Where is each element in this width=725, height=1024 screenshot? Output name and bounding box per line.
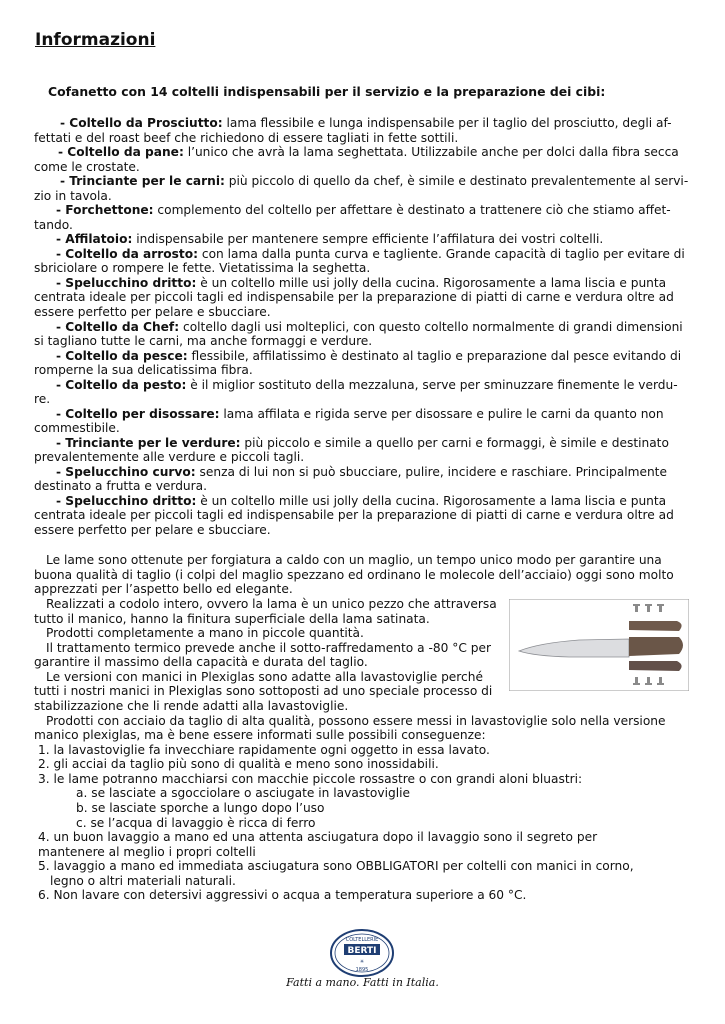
text-line xyxy=(38,772,582,787)
item-name: - Coltello da Chef: xyxy=(56,320,180,334)
text-line xyxy=(76,816,315,831)
item-name: - Coltello da arrosto: xyxy=(56,247,198,261)
item-text: più piccolo e simile a quello per carni e formaggi, è simile e destinato xyxy=(240,436,669,450)
text-line xyxy=(58,145,679,160)
item-name: - Coltello da pesce: xyxy=(56,349,188,363)
item-text: flessibile, affilatissimo è destinato al taglio e preparazione dal pesce evitando di xyxy=(187,349,682,363)
text-line xyxy=(60,116,672,131)
knife-figure xyxy=(509,599,689,691)
text-line xyxy=(34,160,140,175)
item-text: destinato a frutta e verdura. xyxy=(34,479,208,493)
item-text: l’unico che avrà la lama seghettata. Utilizzabile anche per dolci dalla fibra secca xyxy=(183,145,679,159)
item-text: 6. Non lavare con detersivi aggressivi o acqua a temperatura superiore a 60 °C. xyxy=(38,888,527,902)
text-line xyxy=(56,407,664,422)
text-line xyxy=(46,641,491,656)
text-line xyxy=(56,203,671,218)
text-line xyxy=(34,684,492,699)
item-text: è il miglior sostituto della mezzaluna, serve per sminuzzare finemente le verdu- xyxy=(186,378,678,392)
text-line xyxy=(56,276,666,291)
text-line xyxy=(50,874,236,889)
text-line xyxy=(34,479,207,494)
item-text: è un coltello mille usi jolly della cucina. Rigorosamente a lama liscia e punta xyxy=(196,494,667,508)
text-line xyxy=(34,218,73,233)
item-text: mantenere al meglio i propri coltelli xyxy=(38,845,256,859)
item-text: 1. la lavastoviglie fa invecchiare rapidamente ogni oggetto in essa lavato. xyxy=(38,743,490,757)
item-text: b. se lasciate sporche a lungo dopo l’uso xyxy=(76,801,325,815)
item-name: - Coltello da pesto: xyxy=(56,378,187,392)
item-text: come le crostate. xyxy=(34,160,140,174)
item-text: re. xyxy=(34,392,51,406)
text-line xyxy=(34,523,271,538)
text-line xyxy=(34,392,50,407)
item-name: - Forchettone: xyxy=(56,203,154,217)
item-text: Realizzati a codolo intero, ovvero la lama è un unico pezzo che attraversa xyxy=(46,597,497,611)
item-text: complemento del coltello per affettare è destinato a trattenere ciò che stiamo affet- xyxy=(153,203,671,217)
text-line xyxy=(46,670,483,685)
text-line xyxy=(56,436,669,451)
item-name: - Trinciante per le carni: xyxy=(60,174,225,188)
text-line xyxy=(38,743,490,758)
berti-logo xyxy=(330,929,394,977)
text-line xyxy=(34,655,368,670)
item-text: più piccolo di quello da chef, è simile e destinato prevalentemente al servi- xyxy=(224,174,689,188)
item-text: Le lame sono ottenute per forgiatura a caldo con un maglio, un tempo unico modo per garantire una xyxy=(46,553,662,567)
item-name: - Spelucchino curvo: xyxy=(56,465,196,479)
item-text: fettati e del roast beef che richiedono di essere tagliati in fette sottili. xyxy=(34,131,459,145)
text-line xyxy=(34,131,458,146)
text-line xyxy=(34,728,486,743)
item-text: Prodotti completamente a mano in piccole quantità. xyxy=(46,626,364,640)
item-text: tutto il manico, hanno la finitura superficiale della lama satinata. xyxy=(34,612,430,626)
svg-text:COLTELLERIE: COLTELLERIE xyxy=(345,937,379,943)
text-line xyxy=(34,334,372,349)
text-line xyxy=(34,450,304,465)
item-text: apprezzati per l’aspetto bello ed elegante. xyxy=(34,582,293,596)
item-text: 4. un buon lavaggio a mano ed una attenta asciugatura dopo il lavaggio sono il segreto per xyxy=(38,830,598,844)
item-text: manico plexiglas, ma è bene essere informati sulle possibili conseguenze: xyxy=(34,728,486,742)
item-text: Il trattamento termico prevede anche il sotto-raffredamento a -80 °C per xyxy=(46,641,491,655)
item-name: - Spelucchino dritto: xyxy=(56,494,197,508)
text-line xyxy=(38,888,526,903)
text-line xyxy=(34,508,674,523)
text-line xyxy=(56,378,678,393)
item-text: coltello dagli usi molteplici, con questo coltello normalmente di grandi dimensioni xyxy=(179,320,683,334)
item-text: lama flessibile e lunga indispensabile per il taglio del prosciutto, degli af- xyxy=(222,116,672,130)
item-text: 5. lavaggio a mano ed immediata asciugatura sono OBBLIGATORI per coltelli con manici in corno, xyxy=(38,859,634,873)
item-text: garantire il massimo della capacità e durata del taglio. xyxy=(34,655,368,669)
item-text: stabilizzazione che li rende adatti alla lavastoviglie. xyxy=(34,699,349,713)
item-text: c. se l’acqua di lavaggio è ricca di ferro xyxy=(76,816,316,830)
item-name: - Spelucchino dritto: xyxy=(56,276,197,290)
item-text: con lama dalla punta curva e tagliente. Grande capacità di taglio per evitare di xyxy=(198,247,685,261)
svg-text:✳: ✳ xyxy=(359,959,365,965)
text-line xyxy=(34,421,120,436)
text-line xyxy=(60,174,688,189)
text-line xyxy=(46,597,497,612)
text-line xyxy=(34,261,370,276)
subtitle: Cofanetto con 14 coltelli indispensabili per il servizio e la preparazione dei cibi: xyxy=(48,84,606,99)
item-text: tutti i nostri manici in Plexiglas sono sottoposti ad uno speciale processo di xyxy=(34,684,493,698)
item-text: tando. xyxy=(34,218,73,232)
text-line xyxy=(34,305,271,320)
item-name: - Coltello per disossare: xyxy=(56,407,220,421)
item-text: centrata ideale per piccoli tagli ed indispensabile per la preparazione di piatti di carne e verdura oltre ad xyxy=(34,508,674,522)
item-text: 2. gli acciai da taglio più sono di qualità e meno sono inossidabili. xyxy=(38,757,439,771)
text-line xyxy=(38,859,634,874)
item-text: Prodotti con acciaio da taglio di alta qualità, possono essere messi in lavastoviglie solo nella versione xyxy=(46,714,666,728)
item-text: romperne la sua delicatissima fibra. xyxy=(34,363,253,377)
text-line xyxy=(38,830,597,845)
item-text: zio in tavola. xyxy=(34,189,112,203)
text-line xyxy=(38,757,439,772)
text-line xyxy=(56,349,681,364)
item-text: indispensabile per mantenere sempre efficiente l’affilatura dei vostri coltelli. xyxy=(132,232,604,246)
item-text: prevalentemente alle verdure e piccoli tagli. xyxy=(34,450,305,464)
item-name: - Affilatoio: xyxy=(56,232,133,246)
text-line xyxy=(34,699,348,714)
item-text: sbriciolare o rompere le fette. Vietatissima la seghetta. xyxy=(34,261,371,275)
tagline: Fatti a mano. Fatti in Italia. xyxy=(286,976,439,989)
item-text: lama affilata e rigida serve per disossare e pulire le carni da quanto non xyxy=(219,407,664,421)
item-text: buona qualità di taglio (i colpi del maglio spezzano ed ordinano le molecole dell’acciaio) oggi sono molto xyxy=(34,568,674,582)
text-line xyxy=(46,626,364,641)
item-text: centrata ideale per piccoli tagli ed indispensabile per la preparazione di piatti di carne e verdura oltre ad xyxy=(34,290,674,304)
item-text: si tagliano tutte le carni, ma anche formaggi e verdure. xyxy=(34,334,373,348)
text-line xyxy=(34,582,293,597)
item-name: - Coltello da Prosciutto: xyxy=(60,116,223,130)
item-text: essere perfetto per pelare e sbucciare. xyxy=(34,305,271,319)
text-line xyxy=(46,553,662,568)
text-line xyxy=(38,845,256,860)
text-line xyxy=(34,568,674,583)
item-text: commestibile. xyxy=(34,421,120,435)
text-line xyxy=(34,363,253,378)
svg-text:1895: 1895 xyxy=(355,967,369,973)
text-line xyxy=(56,465,667,480)
item-text: a. se lasciate a sgocciolare o asciugate in lavastoviglie xyxy=(76,786,410,800)
text-line xyxy=(56,232,603,247)
item-text: è un coltello mille usi jolly della cucina. Rigorosamente a lama liscia e punta xyxy=(196,276,667,290)
text-line xyxy=(34,189,112,204)
item-name: - Coltello da pane: xyxy=(58,145,184,159)
item-text: 3. le lame potranno macchiarsi con macchie piccole rossastre o con grandi aloni bluastri: xyxy=(38,772,583,786)
item-text: senza di lui non si può sbucciare, pulire, incidere e raschiare. Principalmente xyxy=(195,465,667,479)
page-title: Informazioni xyxy=(35,30,156,50)
text-line xyxy=(46,714,666,729)
text-line xyxy=(34,612,430,627)
item-text: legno o altri materiali naturali. xyxy=(50,874,236,888)
text-line xyxy=(34,290,674,305)
text-line xyxy=(76,786,410,801)
item-name: - Trinciante per le verdure: xyxy=(56,436,241,450)
text-line xyxy=(76,801,325,816)
item-text: Le versioni con manici in Plexiglas sono adatte alla lavastoviglie perché xyxy=(46,670,483,684)
text-line xyxy=(56,247,685,262)
item-text: essere perfetto per pelare e sbucciare. xyxy=(34,523,271,537)
svg-text:BERTI: BERTI xyxy=(347,946,377,956)
text-line xyxy=(56,320,683,335)
text-line xyxy=(56,494,666,509)
